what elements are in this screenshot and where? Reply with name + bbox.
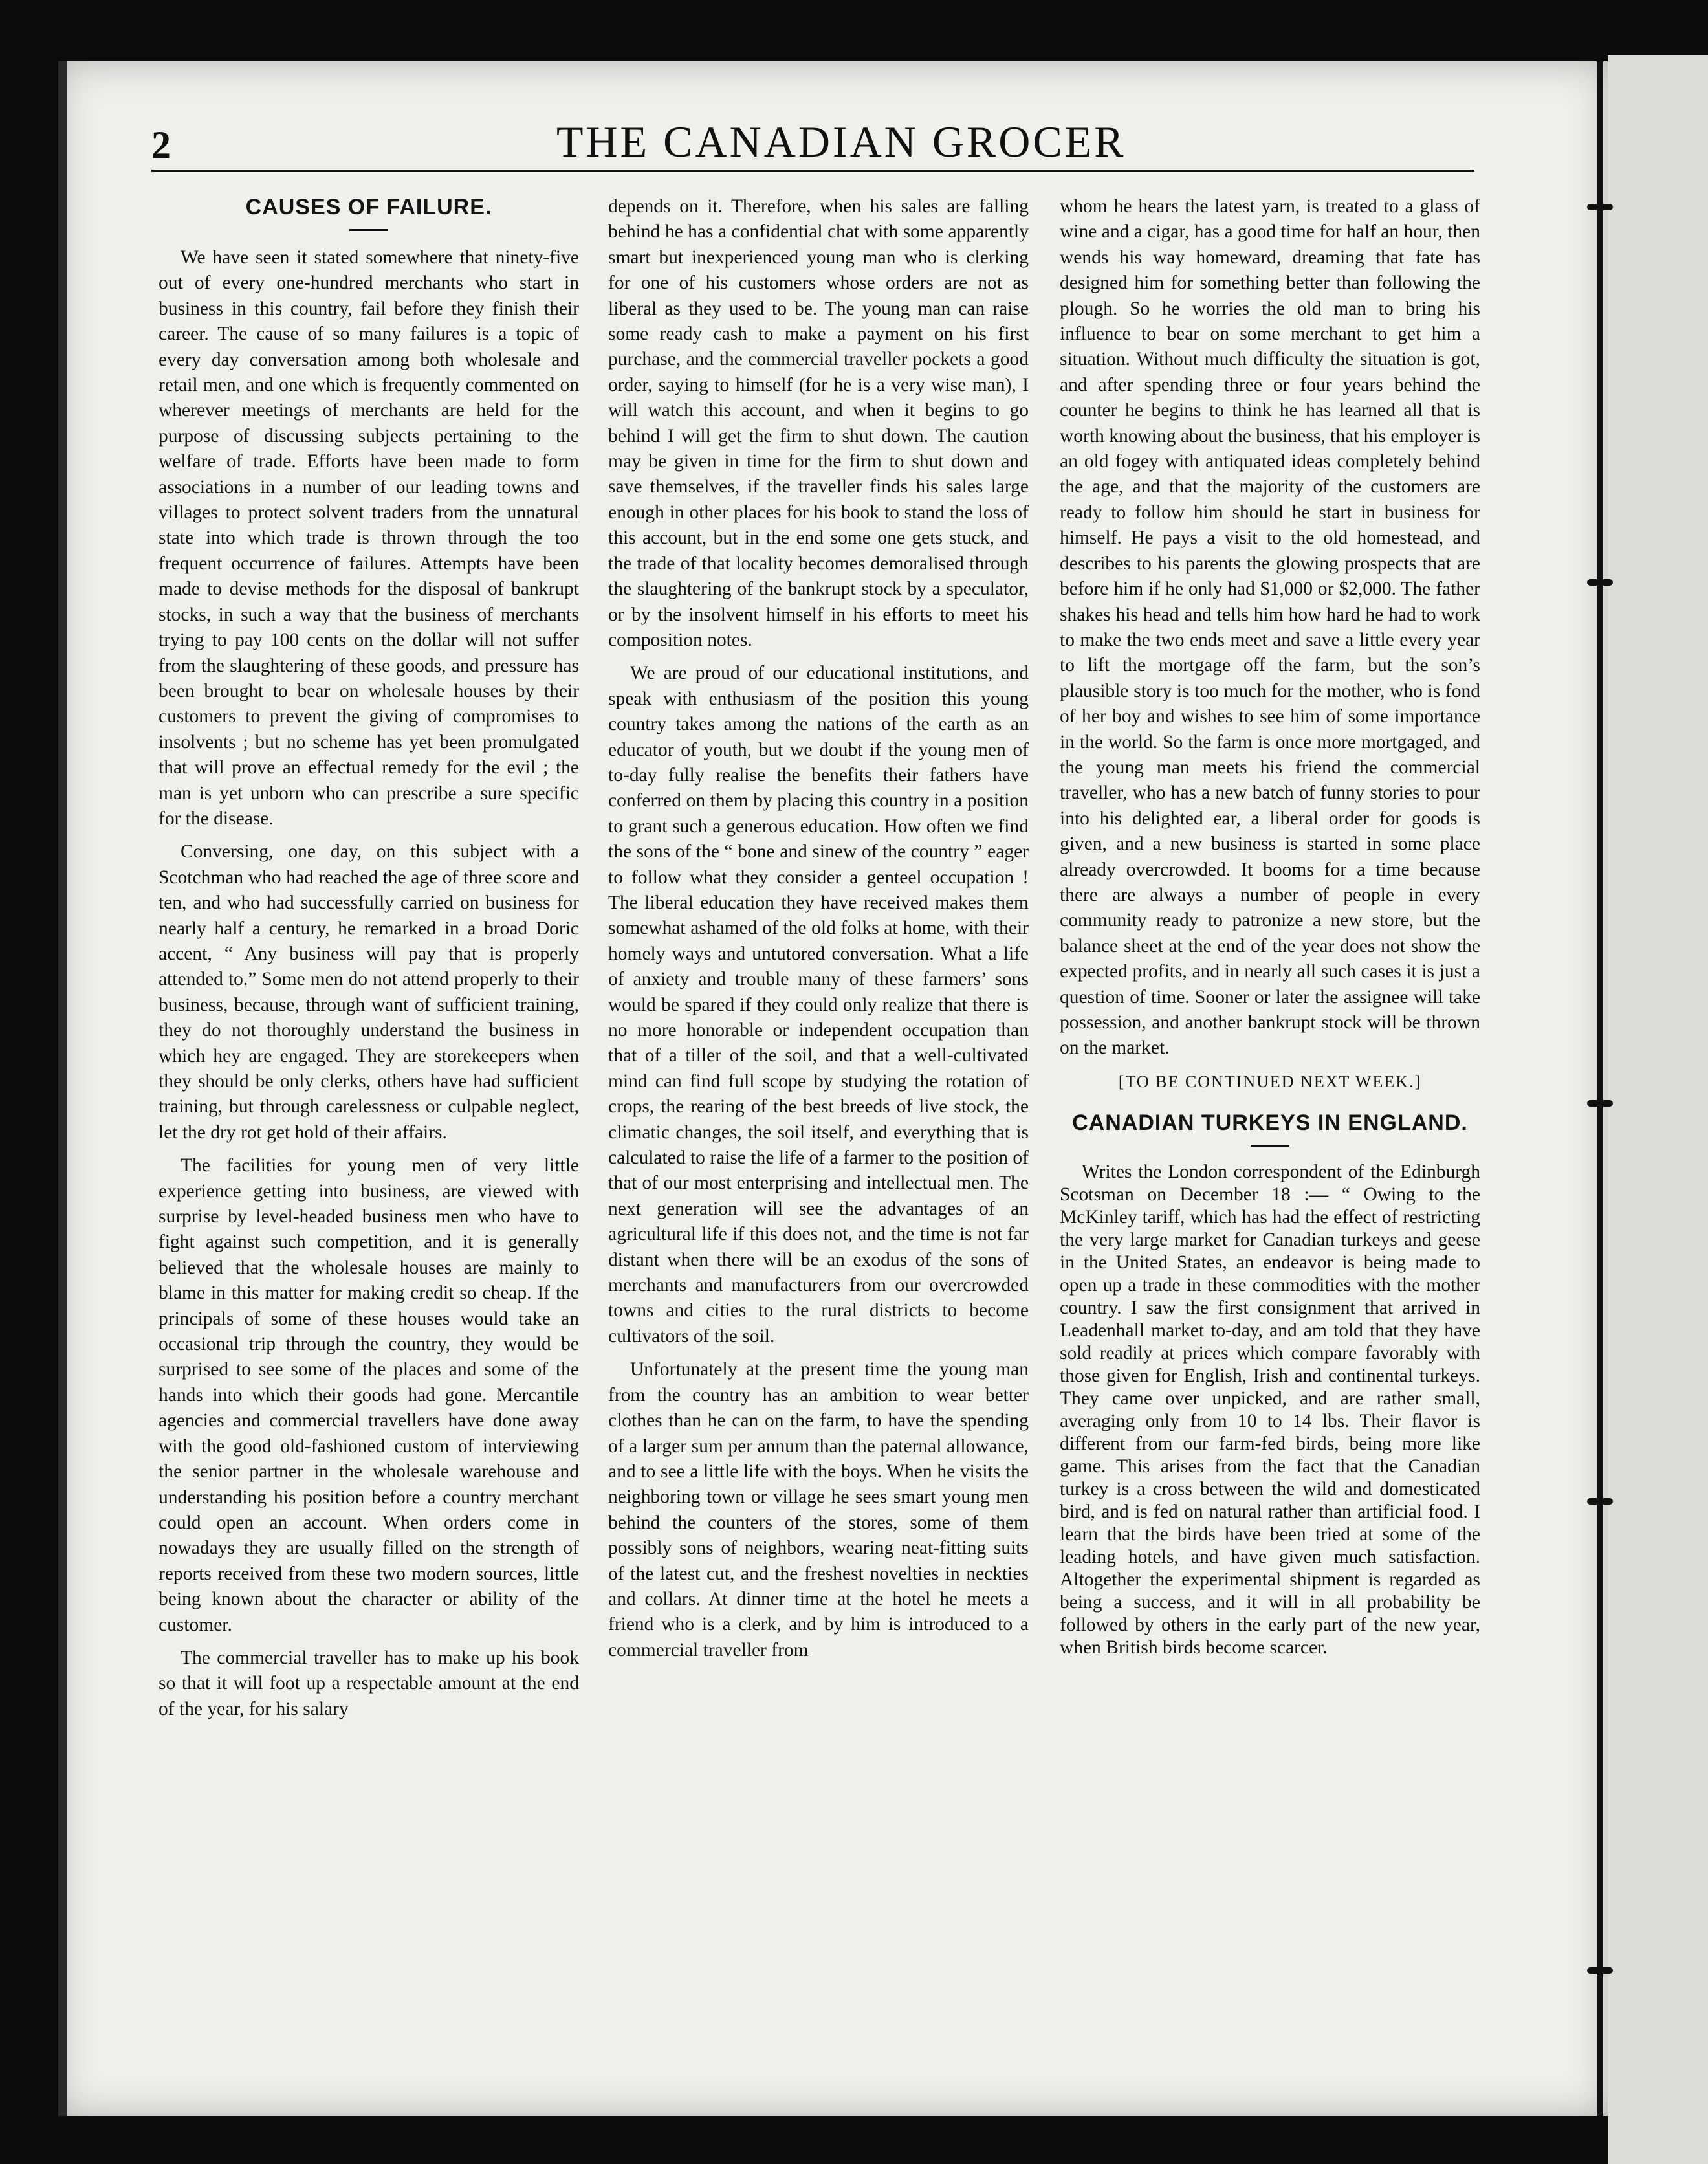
article-title-causes-of-failure: CAUSES OF FAILURE. — [245, 195, 492, 219]
paragraph: The facilities for young men of very little experience getting into business, are viewed with surprise by level-headed business men who have to fight against such competition, and it is generally believed that the wholesale houses are mainly to blame in this matter for making credit so cheap. If the principals of some of these houses would take an occasional trip through the country, they would be surprised to see some of the places and some of the hands into which their goods had gone. Mercantile agencies and commercial travellers have done away with the good old-fashioned custom of interviewing the senior partner in the wholesale warehouse and understanding his position before a country merchant could open an account. When orders come in nowadays they are usually filled on the strength of reports received from these two modern sources, little being known about the character or ability of the customer. — [159, 1155, 579, 1635]
article-title-canadian-turkeys: CANADIAN TURKEYS IN ENGLAND. — [1072, 1110, 1468, 1136]
paragraph: We are proud of our educational institutions, and speak with enthusiasm of the position this young country takes among the nations of the earth as an educator of youth, but we doubt if the young men of to-day fully realise the benefits their fathers have conferred on them by placing this country in a position to grant such a generous education. How often we find the sons of the “ bone and sinew of the country ” eager to follow what they consider a genteel occupation ! The liberal education they have received makes them somewhat ashamed of the old folks at home, with their homely ways and untutored conversation. What a life of anxiety and trouble many of these farmers’ sons would be spared if they could only realize that there is no more honorable or independent occupation than that of a tiller of the soil, and that a well-cultivated mind can find full scope by studying the rotation of crops, the rearing of the best breeds of live stock, the climatic changes, the soil itself, and everything that is calculated to raise the life of a farmer to the position of that of our most enterprising and intellectual men. The next generation will see the advantages of an agricultural life if this does not, and the time is not far distant when there will be an exodus of the sons of merchants and manufacturers from our overcrowded towns and cities to the rural districts to become cultivators of the soil. — [608, 663, 1029, 1347]
adjacent-page-strip — [1608, 55, 1708, 2164]
title-dash — [349, 229, 388, 231]
page-number: 2 — [151, 124, 171, 166]
column-3 — [1060, 194, 1480, 2045]
masthead: THE CANADIAN GROCER — [556, 117, 1126, 166]
paragraph: depends on it. Therefore, when his sales are falling behind he has a confidential chat with some apparently smart but inexperienced young man who is clerking for one of his customers whose orders are not as liberal as they used to be. The young man can raise some ready cash to make a payment on his first purchase, and the commercial traveller pockets a good order, saying to himself (for he is a very wise man), I will watch this account, and when it begins to go behind I will get the firm to shut down. The caution may be given in time for the firm to shut down and save themselves, if the traveller finds his sales large enough in other places for his book to stand the loss of this account, but in the end some one gets stuck, and the trade of that locality becomes demoralised through the slaughtering of the bankrupt stock by a speculator, or by the insolvent himself in his efforts to meet his composition notes. — [608, 196, 1029, 650]
paragraph: whom he hears the latest yarn, is treated to a glass of wine and a cigar, has a good time for half an hour, then wends his way homeward, dreaming that fate has designed him for something better than following the plough. So he worries the old man to bring his influence to bear on some merchant to get him a situation. Without much difficulty the situation is got, and after spending three or four years behind the counter he begins to think he has learned all that is worth knowing about the business, that his employer is an old fogey with antiquated ideas completely behind the age, and that the majority of the customers are ready to follow him should he start in business for himself. He pays a visit to the old homestead, and describes to his parents the glowing prospects that are before him if he only had $1,000 or $2,000. The father shakes his head and tells him how hard he had to work to make the two ends meet and save a little every year to lift the mortgage off the farm, but the son’s plausible story is too much for the mother, who is fond of her boy and wishes to see him of some importance in the world. So the farm is once more mortgaged, and the young man meets his friend the commercial traveller, who has a new batch of funny stories to pour into his delighted ear, a liberal order for goods is given, and a new business is started in some place already overcrowded. It booms for a time because there are always a number of people in every community ready to patronize a new store, but the balance sheet at the end of the year does not show the expected profits, and in nearly all such cases it is just a question of time. Sooner or later the assignee will take possession, and another bankrupt stock will be thrown on the market. — [1060, 196, 1480, 1059]
binding-clip — [1587, 1498, 1613, 1505]
title-dash — [1251, 1145, 1289, 1147]
binding-clip — [1587, 579, 1613, 586]
paragraph: We have seen it stated somewhere that ninety-five out of every one-hundred merchants who start in business in this country, fail before they finish their career. The cause of so many failures is a topic of every day conversation among both wholesale and retail men, and one which is frequently commented on wherever meetings of merchants are held for the purpose of discussing subjects pertaining to the welfare of trade. Efforts have been made to form associations in a number of our leading towns and villages to protect solvent traders from the unnatural state into which trade is thrown through the too frequent occurrence of failures. Attempts have been made to devise methods for the disposal of bankrupt stocks, in such a way that the business of merchants trying to pay 100 cents on the dollar will not suffer from the slaughtering of these goods, and pressure has been brought to bear on wholesale houses by their customers to prevent the giving of compromises to insolvents ; but no scheme has yet been promulgated that will prove an effectual remedy for the evil ; the man is yet unborn who can prescribe a sure specific for the disease. — [159, 247, 579, 829]
paragraph: The commercial traveller has to make up his book so that it will foot up a respectable amount at the end of the year, for his salary — [159, 1647, 579, 1719]
binding-clip — [1587, 1100, 1613, 1107]
paragraph: Conversing, one day, on this subject with a Scotchman who had reached the age of three score and ten, and who had successfully carried on business for nearly half a century, he remarked in a broad Doric accent, “ Any business will pay that is properly attended to.” Some men do not attend properly to their business, because, through want of sufficient training, they do not thoroughly understand the business in which hey are engaged. They are storekeepers when they should be only clerks, others have had sufficient training, but through carelessness or culpable neglect, let the dry rot get hold of their affairs. — [159, 841, 579, 1143]
page-left-edge — [58, 61, 67, 2116]
header-rule — [151, 170, 1474, 172]
paragraph: Writes the London correspondent of the Edinburgh Scotsman on December 18 :— “ Owing to the McKinley tariff, which has had the effect of restricting the very large market for Canadian turkeys and geese in the United States, an endeavor is being made to open up a trade in these commodities with the mother country. I saw the first consignment that arrived in Leadenhall market to-day, and am told that they have sold readily at prices which compare favorably with those given for English, Irish and continental turkeys. They came over unpicked, and are rather small, averaging only from 10 to 14 lbs. Their flavor is different from our farm-fed birds, being more like game. This arises from the fact that the Canadian turkey is a cross between the wild and domesticated bird, and is fed on natural rather than artificial food. I learn that the birds have been tried at some of the leading hotels, and have given much satisfaction. Altogether the experimental shipment is regarded as being a success, and it will in all probability be followed by others in the early part of the new year, when British birds become scarcer. — [1060, 1162, 1480, 1659]
column-1 — [159, 194, 579, 2045]
paragraph: Unfortunately at the present time the young man from the country has an ambition to wear better clothes than he can on the farm, to have the spending of a larger sum per annum than the paternal allowance, and to see a little life with the boys. When he visits the neighboring town or village he sees smart young men behind the counters of the stores, some of them possibly sons of neighbors, wearing neat-fitting suits of the latest cut, and the freshest novelties in neckties and collars. At dinner time at the hotel he meets a friend who is a clerk, and by him is introduced to a commercial traveller from — [608, 1359, 1029, 1661]
binding-clip — [1587, 1967, 1613, 1974]
binding-spine — [1597, 61, 1603, 2116]
continued-note: [TO BE CONTINUED NEXT WEEK.] — [1118, 1072, 1422, 1091]
binding-clip — [1587, 204, 1613, 210]
column-2 — [608, 194, 1029, 2045]
